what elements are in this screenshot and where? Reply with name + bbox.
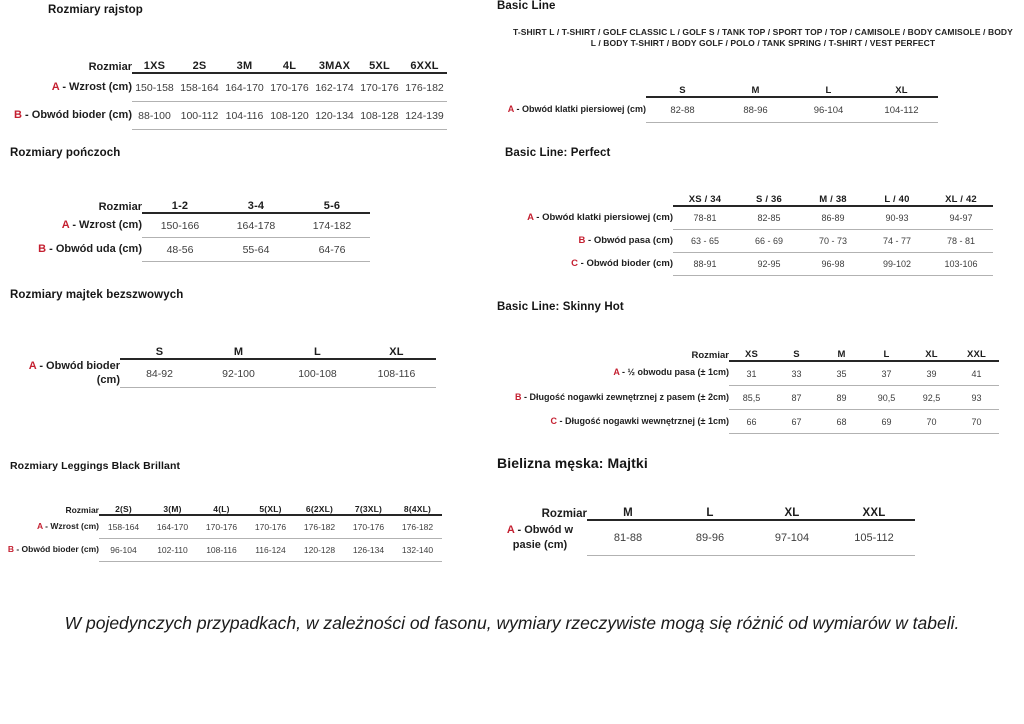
column-header: M (587, 490, 669, 520)
cell-value: 93 (954, 386, 999, 410)
cell-value: 86-89 (801, 206, 865, 230)
cell-value: 94-97 (929, 206, 993, 230)
cell-value: 85,5 (729, 386, 774, 410)
corner-label: Rozmiar (88, 61, 132, 73)
column-header: 2(S) (99, 492, 148, 515)
table-row (500, 97, 938, 123)
row-label: C - Długość nogawki wewnętrznej (± 1cm) (550, 415, 729, 426)
cell-value: 170-176 (246, 515, 295, 539)
column-header: L (864, 336, 909, 361)
column-header: XL (751, 490, 833, 520)
cell-value: 103-106 (929, 253, 993, 276)
row-letter: A (507, 103, 514, 114)
cell-value: 41 (954, 361, 999, 386)
cell-value: 102-110 (148, 539, 197, 562)
table-row (497, 386, 999, 410)
row-letter: A (61, 219, 70, 232)
column-header: S (120, 333, 199, 359)
cell-value: 105-112 (833, 520, 915, 556)
column-header: 2S (177, 46, 222, 73)
row-letter: B (7, 544, 14, 555)
row-letter: A (28, 360, 37, 372)
column-header: M / 38 (801, 181, 865, 206)
table-row (8, 213, 370, 238)
header-row (497, 336, 999, 361)
size-table-basic-line-skinny-hot (497, 336, 999, 434)
cell-value: 92-100 (199, 359, 278, 388)
table-wrap-skinny-hot (497, 336, 999, 434)
table-wrap-bielizna-meska (497, 490, 915, 556)
basic-line-product-list: T-SHIRT L / T-SHIRT / GOLF CLASSIC L / GOLF S / TANK TOP / SPORT TOP / TOP / CAMISOLE / BODY CAMISOLE / BODY L / BODY T-SHIRT / BODY GOLF / POLO / TANK SPRING / T-SHIRT / VEST PERFECT (513, 27, 1013, 49)
cell-value: 164-178 (218, 213, 294, 238)
row-label: A - ½ obwodu pasa (± 1cm) (613, 367, 729, 378)
header-row (497, 490, 915, 520)
column-header: 5XL (357, 46, 402, 73)
cell-value: 104-112 (865, 97, 938, 123)
cell-value: 39 (909, 361, 954, 386)
header-row (2, 46, 447, 73)
cell-value: 66 - 69 (737, 230, 801, 253)
row-letter: A (613, 367, 620, 378)
size-table-ponczochy (8, 186, 370, 262)
size-table-majtki-bezszwowe (8, 333, 436, 388)
cell-value: 99-102 (865, 253, 929, 276)
table-row (8, 238, 370, 262)
row-letter: C (571, 257, 578, 269)
cell-value: 164-170 (222, 73, 267, 102)
header-row (500, 74, 938, 97)
section-title-bielizna-meska: Bielizna męska: Majtki (497, 455, 648, 471)
column-header: 7(3XL) (344, 492, 393, 515)
column-header: L / 40 (865, 181, 929, 206)
cell-value: 126-134 (344, 539, 393, 562)
column-header: 6(2XL) (295, 492, 344, 515)
cell-value: 88-100 (132, 102, 177, 130)
cell-value: 92-95 (737, 253, 801, 276)
corner-label: Rozmiar (65, 505, 99, 515)
size-table-basic-line (500, 74, 938, 123)
cell-value: 170-176 (357, 73, 402, 102)
column-header: S / 36 (737, 181, 801, 206)
cell-value: 176-182 (393, 515, 442, 539)
cell-value: 108-128 (357, 102, 402, 130)
table-row (497, 206, 993, 230)
column-header: 3-4 (218, 186, 294, 213)
column-header: 4L (267, 46, 312, 73)
row-letter: B (14, 109, 22, 122)
cell-value: 176-182 (295, 515, 344, 539)
cell-value: 170-176 (267, 73, 312, 102)
column-header: 4(L) (197, 492, 246, 515)
row-letter: A (527, 211, 534, 223)
row-label: B - Obwód pasa (cm) (578, 234, 673, 246)
cell-value: 96-104 (99, 539, 148, 562)
row-letter: B (578, 234, 586, 246)
row-letter: A (51, 81, 60, 94)
cell-value: 89 (819, 386, 864, 410)
row-letter: A (36, 521, 43, 532)
corner-label: Rozmiar (98, 201, 142, 213)
column-header: 6XXL (402, 46, 447, 73)
column-header: M (719, 74, 792, 97)
cell-value: 96-98 (801, 253, 865, 276)
cell-value: 132-140 (393, 539, 442, 562)
header-row (8, 333, 436, 359)
cell-value: 96-104 (792, 97, 865, 123)
row-label: B - Obwód bioder (cm) (7, 544, 99, 555)
column-header: 1XS (132, 46, 177, 73)
cell-value: 55-64 (218, 238, 294, 262)
header-row (8, 186, 370, 213)
disclaimer-note: W pojedynczych przypadkach, w zależności od fasonu, wymiary rzeczywiste mogą się różnić od wymiarów w tabeli. (64, 613, 960, 633)
section-title-rajstopy: Rozmiary rajstop (48, 4, 143, 16)
cell-value: 70 - 73 (801, 230, 865, 253)
size-table-basic-line-perfect (497, 181, 993, 276)
row-label: A - Wzrost (cm) (36, 521, 99, 532)
row-letter: A (506, 524, 515, 537)
cell-value: 158-164 (177, 73, 222, 102)
column-header: S (774, 336, 819, 361)
cell-value: 68 (819, 410, 864, 434)
table-row (497, 520, 915, 556)
column-header: XS / 34 (673, 181, 737, 206)
cell-value: 88-96 (719, 97, 792, 123)
cell-value: 97-104 (751, 520, 833, 556)
cell-value: 70 (954, 410, 999, 434)
size-table-bielizna-meska-majtki (497, 490, 915, 556)
table-wrap-leggings (5, 492, 442, 562)
corner-label (8, 333, 120, 359)
cell-value: 87 (774, 386, 819, 410)
cell-value: 100-108 (278, 359, 357, 388)
cell-value: 176-182 (402, 73, 447, 102)
cell-value: 150-158 (132, 73, 177, 102)
table-row (497, 230, 993, 253)
row-letter: C (550, 415, 558, 426)
table-row (497, 410, 999, 434)
cell-value: 89-96 (669, 520, 751, 556)
cell-value: 108-116 (357, 359, 436, 388)
column-header: 3MAX (312, 46, 357, 73)
cell-value: 92,5 (909, 386, 954, 410)
row-letter: B (38, 243, 47, 256)
cell-value: 124-139 (402, 102, 447, 130)
column-header: XXL (954, 336, 999, 361)
section-title-skinny-hot: Basic Line: Skinny Hot (497, 301, 624, 313)
column-header: 3(M) (148, 492, 197, 515)
cell-value: 158-164 (99, 515, 148, 539)
column-header: XXL (833, 490, 915, 520)
table-wrap-basic-line-perfect (497, 181, 993, 276)
table-row (5, 515, 442, 539)
column-header: M (819, 336, 864, 361)
table-wrap-majtki-bezszwowe (8, 333, 436, 388)
cell-value: 120-128 (295, 539, 344, 562)
table-wrap-ponczochy (8, 186, 370, 262)
section-title-ponczochy: Rozmiary pończoch (10, 147, 121, 159)
cell-value: 67 (774, 410, 819, 434)
table-wrap-basic-line (500, 74, 938, 123)
cell-value: 84-92 (120, 359, 199, 388)
column-header: 3M (222, 46, 267, 73)
cell-value: 170-176 (197, 515, 246, 539)
cell-value: 63 - 65 (673, 230, 737, 253)
cell-value: 90,5 (864, 386, 909, 410)
cell-value: 69 (864, 410, 909, 434)
row-label: B - Obwód bioder (cm) (14, 109, 132, 122)
cell-value: 70 (909, 410, 954, 434)
column-header: L (669, 490, 751, 520)
row-letter: B (515, 391, 522, 402)
row-label: A - Obwód klatki piersiowej (cm) (507, 103, 646, 114)
cell-value: 48-56 (142, 238, 218, 262)
cell-value: 35 (819, 361, 864, 386)
cell-value: 108-120 (267, 102, 312, 130)
table-row (497, 253, 993, 276)
cell-value: 162-174 (312, 73, 357, 102)
column-header: S (646, 74, 719, 97)
cell-value: 31 (729, 361, 774, 386)
cell-value: 74 - 77 (865, 230, 929, 253)
table-row (5, 539, 442, 562)
column-header: XS (729, 336, 774, 361)
column-header: L (792, 74, 865, 97)
cell-value: 120-134 (312, 102, 357, 130)
cell-value: 100-112 (177, 102, 222, 130)
column-header: 5-6 (294, 186, 370, 213)
column-header: 5(XL) (246, 492, 295, 515)
column-header: M (199, 333, 278, 359)
row-label: A - Obwód klatki piersiowej (cm) (527, 211, 673, 223)
table-row (2, 102, 447, 130)
cell-value: 150-166 (142, 213, 218, 238)
column-header: 8(4XL) (393, 492, 442, 515)
corner-label (500, 74, 646, 97)
cell-value: 116-124 (246, 539, 295, 562)
size-table-rajstopy (2, 46, 447, 130)
column-header: XL (865, 74, 938, 97)
table-row (2, 73, 447, 102)
table-row (8, 359, 436, 388)
column-header: XL / 42 (929, 181, 993, 206)
cell-value: 164-170 (148, 515, 197, 539)
cell-value: 37 (864, 361, 909, 386)
cell-value: 64-76 (294, 238, 370, 262)
row-label: C - Obwód bioder (cm) (571, 257, 673, 269)
cell-value: 78 - 81 (929, 230, 993, 253)
corner-label: Rozmiar (691, 350, 729, 361)
cell-value: 78-81 (673, 206, 737, 230)
cell-value: 174-182 (294, 213, 370, 238)
cell-value: 33 (774, 361, 819, 386)
cell-value: 88-91 (673, 253, 737, 276)
row-label: B - Obwód uda (cm) (38, 243, 142, 256)
header-row (5, 492, 442, 515)
cell-value: 81-88 (587, 520, 669, 556)
column-header: 1-2 (142, 186, 218, 213)
column-header: XL (909, 336, 954, 361)
cell-value: 66 (729, 410, 774, 434)
row-label: A - Wzrost (cm) (51, 81, 132, 94)
section-title-leggings: Rozmiary Leggings Black Brillant (10, 460, 181, 472)
cell-value: 170-176 (344, 515, 393, 539)
table-row (497, 361, 999, 386)
section-title-majtki-bezszwowe: Rozmiary majtek bezszwowych (10, 289, 184, 301)
row-label: B - Długość nogawki zewnętrznej z pasem (± 2cm) (515, 391, 729, 402)
table-wrap-rajstopy (2, 46, 447, 130)
cell-value: 108-116 (197, 539, 246, 562)
corner-label (497, 181, 673, 206)
row-label: A - Obwód bioder (cm) (28, 360, 120, 387)
section-title-basic-line: Basic Line (497, 0, 556, 12)
header-row (497, 181, 993, 206)
size-table-leggings-black-brillant (5, 492, 442, 562)
cell-value: 90-93 (865, 206, 929, 230)
column-header: L (278, 333, 357, 359)
cell-value: 104-116 (222, 102, 267, 130)
cell-value: 82-88 (646, 97, 719, 123)
row-label: A - Obwód w pasie (cm) (506, 524, 574, 551)
cell-value: 82-85 (737, 206, 801, 230)
column-header: XL (357, 333, 436, 359)
corner-label: Rozmiar (541, 508, 587, 520)
section-title-basic-line-perfect: Basic Line: Perfect (505, 147, 611, 159)
row-label: A - Wzrost (cm) (61, 219, 142, 232)
